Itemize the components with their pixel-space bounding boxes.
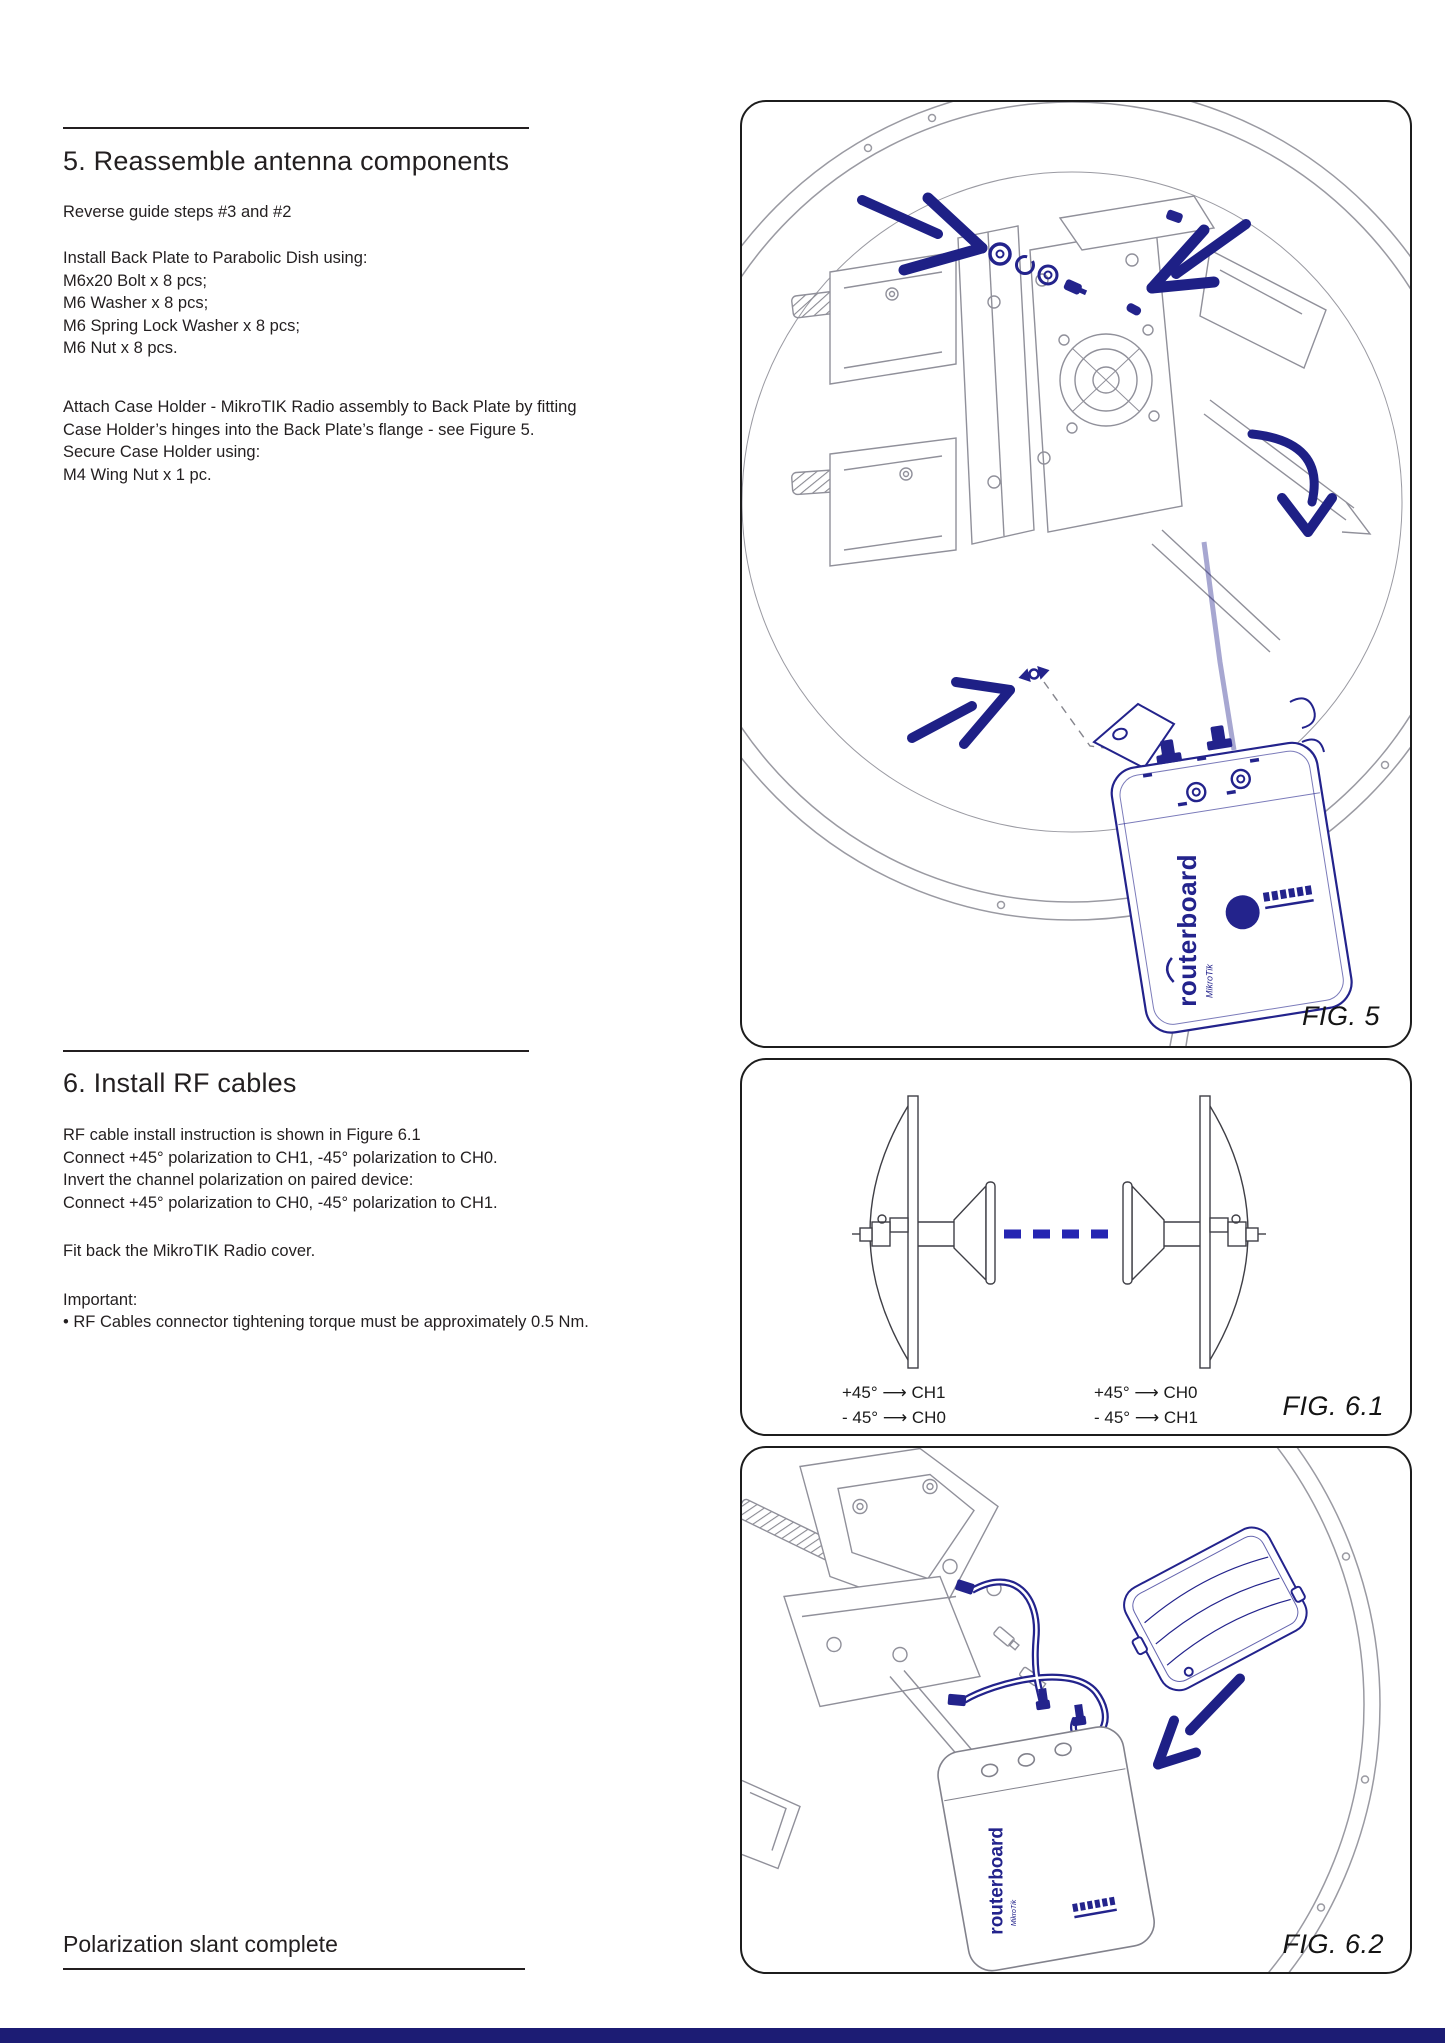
- section5-title: 5. Reassemble antenna components: [63, 146, 510, 176]
- section6-body: [63, 1124, 498, 1214]
- figure-6-1-label: FIG. 6.1: [1282, 1391, 1384, 1421]
- attach-line: Attach Case Holder - MikroTIK Radio assembly to Back Plate by fitting: [63, 398, 577, 416]
- dish-side-view-mirrored: [1123, 1096, 1266, 1368]
- important-item: • RF Cables connector tightening torque must be approximately 0.5 Nm.: [63, 1313, 589, 1331]
- polarization-labels-left: [842, 1380, 946, 1430]
- back-plate-assembly: [791, 196, 1370, 756]
- figure-6-2-label: FIG. 6.2: [1282, 1929, 1384, 1959]
- arrow-cover-icon: [1158, 1679, 1240, 1765]
- figure-5-art: [742, 102, 1410, 1046]
- pol-label: +45° ⟶ CH0: [1094, 1383, 1198, 1402]
- rf-connector-posts: [1036, 1688, 1087, 1726]
- figure-6-1: [740, 1058, 1412, 1436]
- brand-text: routerboard: [986, 1827, 1008, 1935]
- cable-streak: [1204, 542, 1234, 750]
- section6-rule: [63, 1050, 529, 1052]
- fit-back-line: Fit back the MikroTIK Radio cover.: [63, 1242, 316, 1260]
- pol-label: - 45° ⟶ CH1: [1094, 1408, 1198, 1427]
- figure-5: [740, 100, 1412, 1048]
- pol-label: - 45° ⟶ CH0: [842, 1408, 946, 1427]
- section5-intro: Reverse guide steps #3 and #2: [63, 203, 292, 221]
- install-line: M6 Spring Lock Washer x 8 pcs;: [63, 316, 300, 335]
- brand-text: routerboard: [1171, 853, 1202, 1007]
- status-line: Polarization slant complete: [63, 1931, 338, 1957]
- rf-line: Connect +45° polarization to CH1, -45° polarization to CH0.: [63, 1148, 498, 1167]
- brand-sub-text: MikroTik: [1011, 1899, 1019, 1927]
- brand-sub-text: MikroTik: [1204, 964, 1215, 999]
- pol-label: +45° ⟶ CH1: [842, 1383, 946, 1402]
- figure-6-1-art: [742, 1060, 1410, 1434]
- status-rule: [63, 1968, 525, 1970]
- install-line: M6 Nut x 8 pcs.: [63, 339, 178, 357]
- install-line: M6x20 Bolt x 8 pcs;: [63, 271, 207, 290]
- polarization-labels-right: [1094, 1380, 1198, 1430]
- dish-side-view: [852, 1096, 995, 1368]
- footer-bar: [0, 2028, 1445, 2043]
- figure-5-label: FIG. 5: [1301, 1001, 1380, 1031]
- section6-title: 6. Install RF cables: [63, 1068, 297, 1098]
- attach-line: Secure Case Holder using:: [63, 443, 261, 461]
- attach-line: Case Holder’s hinges into the Back Plate’s flange - see Figure 5.: [63, 420, 535, 439]
- install-line: Install Back Plate to Parabolic Dish using:: [63, 249, 368, 267]
- arrow-wing-nut-icon: [912, 682, 1010, 744]
- radio-cover: [1110, 1519, 1317, 1701]
- radio-device: [934, 1723, 1158, 1972]
- section5-rule: [63, 127, 529, 129]
- rf-line: RF cable install instruction is shown in Figure 6.1: [63, 1126, 421, 1144]
- wing-nut: [1017, 663, 1051, 684]
- install-line: M6 Washer x 8 pcs;: [63, 294, 209, 312]
- important-label: Important:: [63, 1291, 138, 1309]
- figure-6-2: [740, 1446, 1412, 1974]
- section5-install-list: [63, 247, 368, 360]
- rf-line: Invert the channel polarization on paired device:: [63, 1171, 414, 1189]
- section5-attach-list: [63, 396, 577, 486]
- figure-6-2-art: [742, 1448, 1410, 1972]
- rf-line: Connect +45° polarization to CH0, -45° polarization to CH1.: [63, 1193, 498, 1212]
- attach-line: M4 Wing Nut x 1 pc.: [63, 465, 212, 484]
